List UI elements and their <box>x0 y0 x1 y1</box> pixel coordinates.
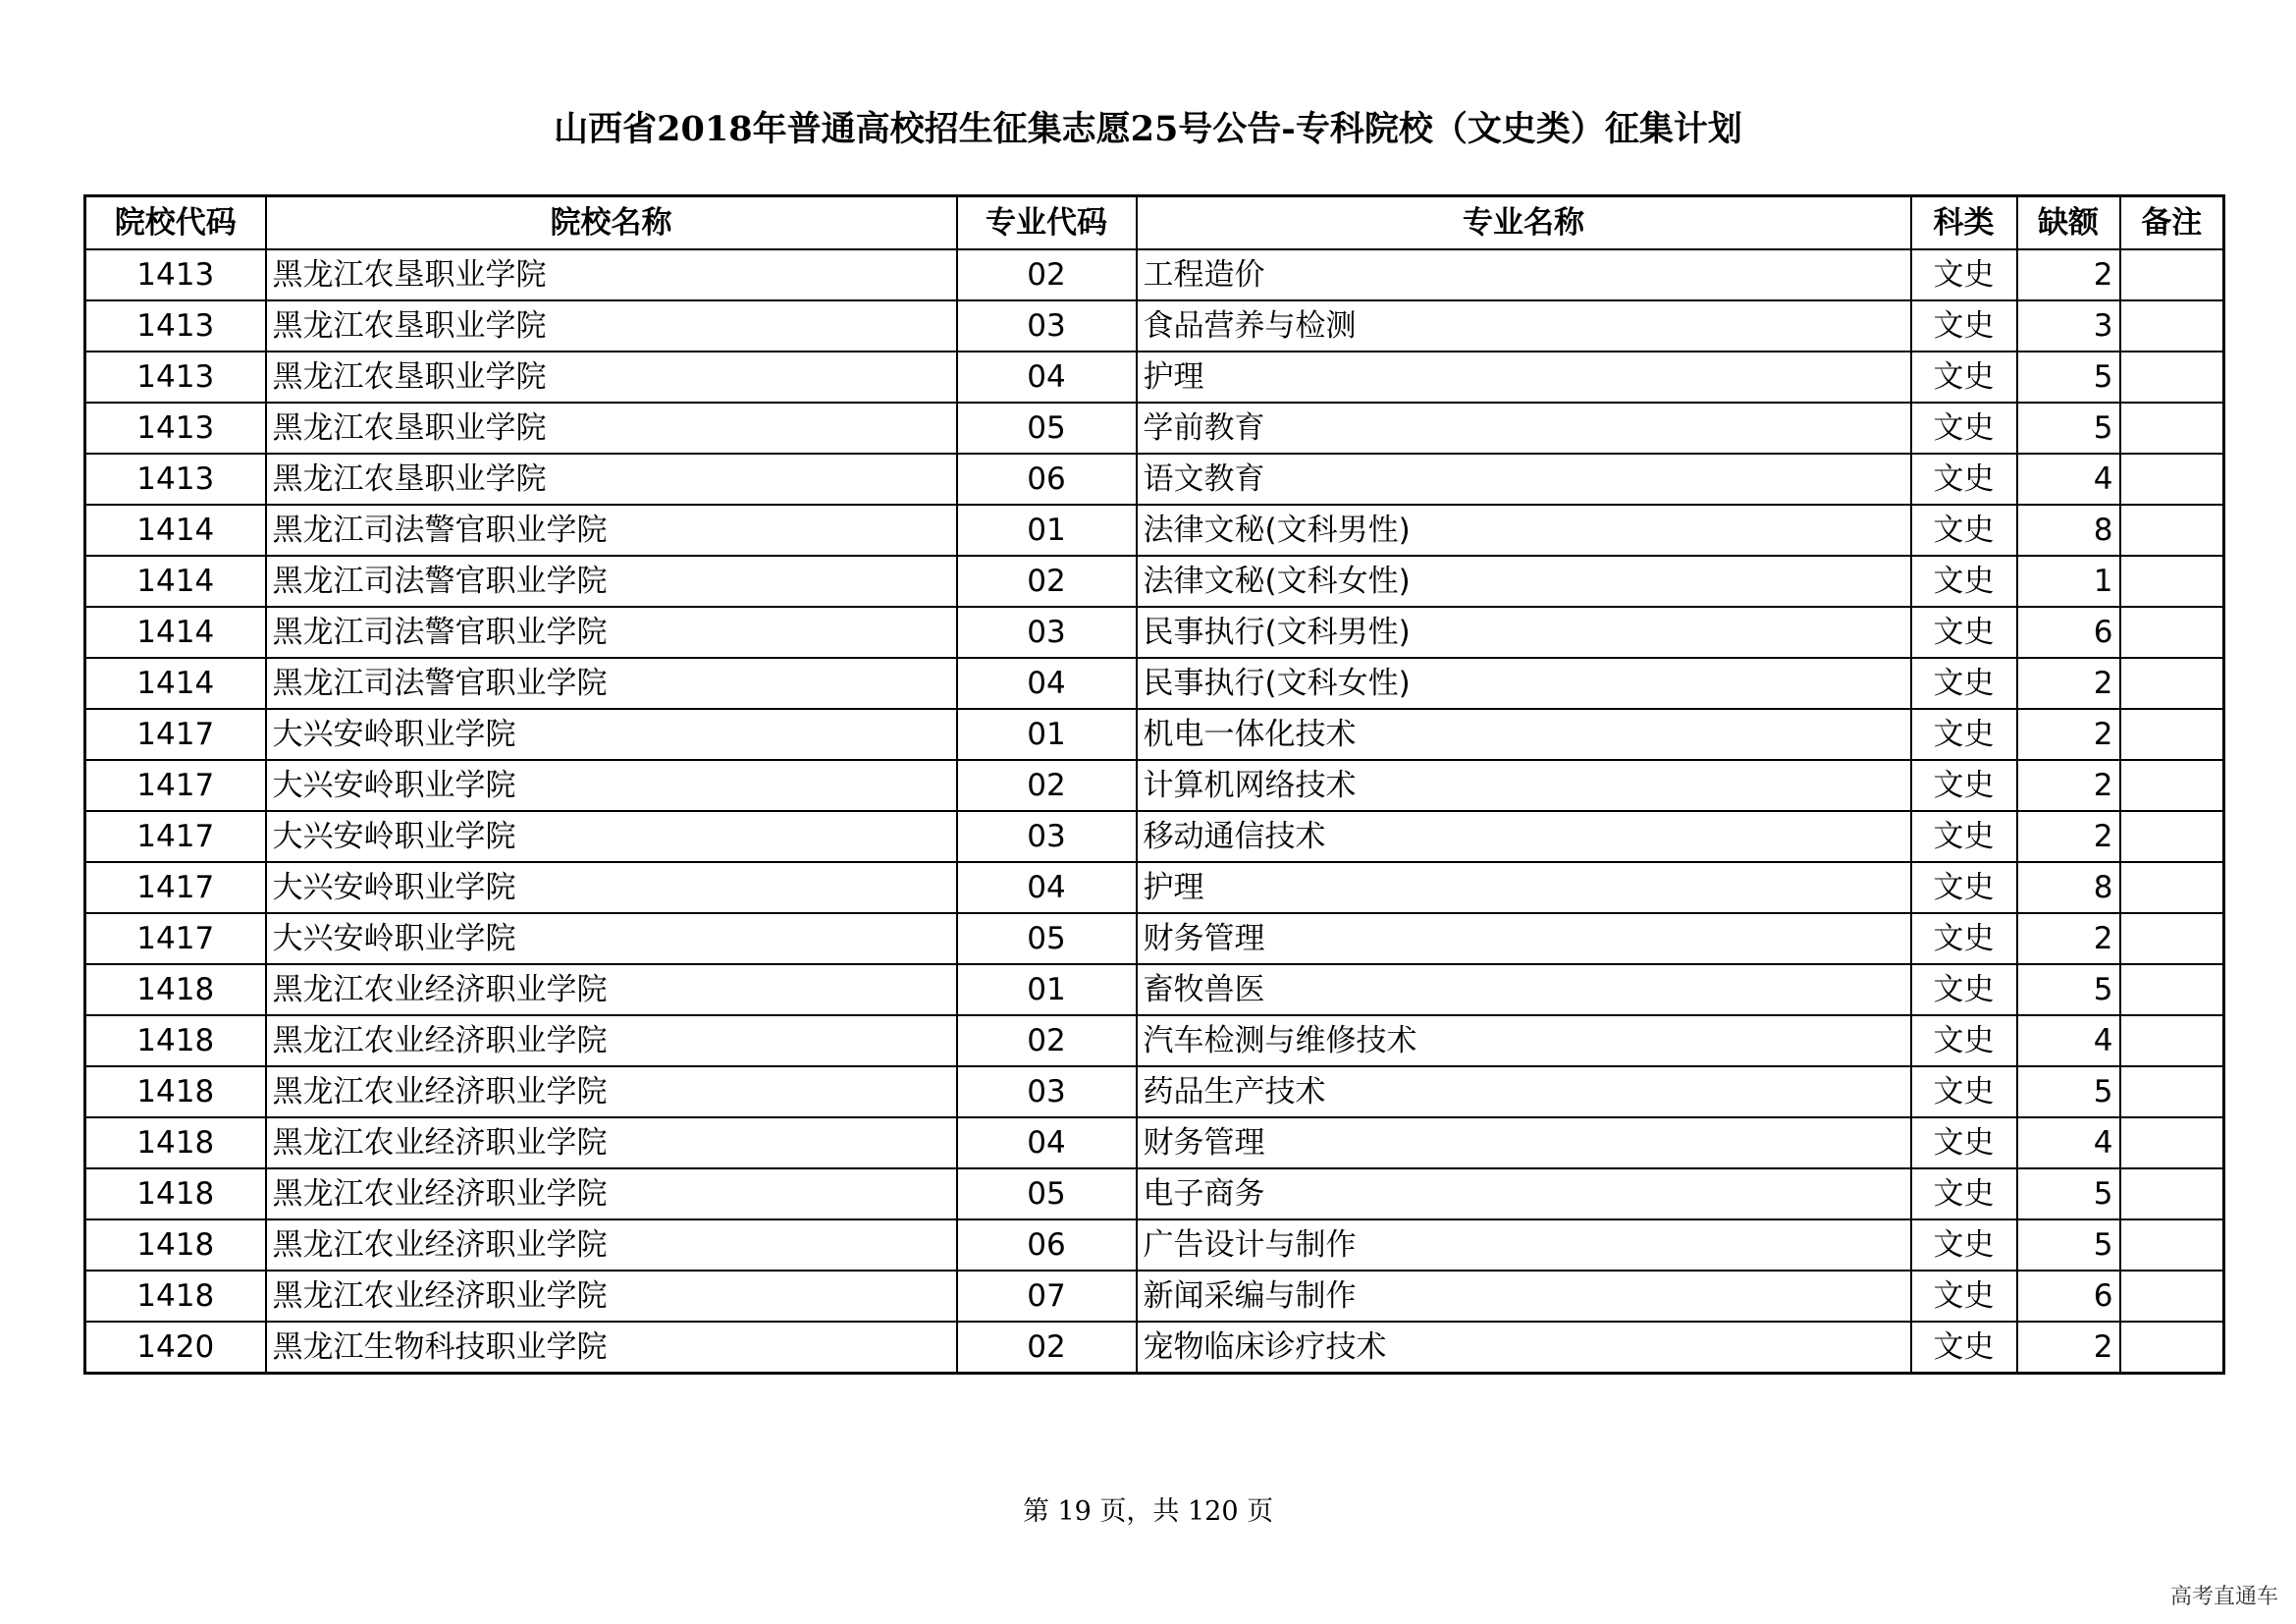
remarks-cell <box>2120 760 2224 811</box>
major-code-cell: 07 <box>957 1271 1137 1322</box>
remarks-cell <box>2120 1219 2224 1271</box>
school-code-cell: 1418 <box>85 1015 266 1066</box>
vacancy-cell: 2 <box>2017 913 2120 964</box>
table-body <box>85 249 2224 1374</box>
school-name-cell: 大兴安岭职业学院 <box>266 811 957 862</box>
school-code-cell: 1418 <box>85 1271 266 1322</box>
vacancy-cell: 8 <box>2017 505 2120 556</box>
major-name-cell: 民事执行(文科男性) <box>1137 607 1911 658</box>
school-name-cell: 黑龙江司法警官职业学院 <box>266 505 957 556</box>
vacancy-cell: 3 <box>2017 300 2120 352</box>
major-name-cell: 新闻采编与制作 <box>1137 1271 1911 1322</box>
school-code-cell: 1418 <box>85 1168 266 1219</box>
remarks-cell <box>2120 249 2224 300</box>
major-code-cell: 01 <box>957 505 1137 556</box>
category-cell: 文史 <box>1911 1322 2017 1374</box>
major-name-cell: 护理 <box>1137 352 1911 403</box>
remarks-cell <box>2120 352 2224 403</box>
school-code-cell: 1413 <box>85 300 266 352</box>
remarks-cell <box>2120 556 2224 607</box>
remarks-cell <box>2120 1322 2224 1374</box>
category-cell: 文史 <box>1911 1117 2017 1168</box>
header-school-name: 院校名称 <box>266 196 957 250</box>
vacancy-cell: 8 <box>2017 862 2120 913</box>
table-row <box>85 1168 2224 1219</box>
table-row <box>85 1066 2224 1117</box>
table-row <box>85 505 2224 556</box>
table-row <box>85 760 2224 811</box>
header-major-name: 专业名称 <box>1137 196 1911 250</box>
table-row <box>85 709 2224 760</box>
category-cell: 文史 <box>1911 964 2017 1015</box>
school-code-cell: 1418 <box>85 1219 266 1271</box>
school-code-cell: 1417 <box>85 862 266 913</box>
remarks-cell <box>2120 505 2224 556</box>
major-name-cell: 计算机网络技术 <box>1137 760 1911 811</box>
category-cell: 文史 <box>1911 658 2017 709</box>
school-code-cell: 1413 <box>85 249 266 300</box>
remarks-cell <box>2120 709 2224 760</box>
school-name-cell: 黑龙江农垦职业学院 <box>266 403 957 454</box>
remarks-cell <box>2120 454 2224 505</box>
major-code-cell: 05 <box>957 913 1137 964</box>
header-school-code: 院校代码 <box>85 196 266 250</box>
major-name-cell: 法律文秘(文科男性) <box>1137 505 1911 556</box>
major-name-cell: 机电一体化技术 <box>1137 709 1911 760</box>
watermark-text: 高考直通车 <box>2169 1585 2278 1609</box>
school-code-cell: 1414 <box>85 607 266 658</box>
vacancy-cell: 5 <box>2017 964 2120 1015</box>
table-row <box>85 1271 2224 1322</box>
table-row <box>85 964 2224 1015</box>
category-cell: 文史 <box>1911 1168 2017 1219</box>
major-name-cell: 宠物临床诊疗技术 <box>1137 1322 1911 1374</box>
category-cell: 文史 <box>1911 1066 2017 1117</box>
major-name-cell: 汽车检测与维修技术 <box>1137 1015 1911 1066</box>
major-name-cell: 电子商务 <box>1137 1168 1911 1219</box>
remarks-cell <box>2120 300 2224 352</box>
vacancy-cell: 2 <box>2017 709 2120 760</box>
category-cell: 文史 <box>1911 1015 2017 1066</box>
school-name-cell: 黑龙江司法警官职业学院 <box>266 607 957 658</box>
major-name-cell: 财务管理 <box>1137 1117 1911 1168</box>
remarks-cell <box>2120 607 2224 658</box>
major-name-cell: 移动通信技术 <box>1137 811 1911 862</box>
school-name-cell: 大兴安岭职业学院 <box>266 862 957 913</box>
category-cell: 文史 <box>1911 811 2017 862</box>
remarks-cell <box>2120 913 2224 964</box>
category-cell: 文史 <box>1911 862 2017 913</box>
table-row <box>85 556 2224 607</box>
major-code-cell: 01 <box>957 964 1137 1015</box>
school-code-cell: 1420 <box>85 1322 266 1374</box>
table-row <box>85 1219 2224 1271</box>
remarks-cell <box>2120 658 2224 709</box>
major-name-cell: 护理 <box>1137 862 1911 913</box>
school-code-cell: 1414 <box>85 658 266 709</box>
vacancy-cell: 4 <box>2017 1117 2120 1168</box>
vacancy-cell: 5 <box>2017 1168 2120 1219</box>
remarks-cell <box>2120 1015 2224 1066</box>
header-remarks: 备注 <box>2120 196 2224 250</box>
school-code-cell: 1418 <box>85 1117 266 1168</box>
vacancy-cell: 6 <box>2017 607 2120 658</box>
major-code-cell: 02 <box>957 760 1137 811</box>
school-name-cell: 黑龙江农业经济职业学院 <box>266 1271 957 1322</box>
table-row <box>85 403 2224 454</box>
category-cell: 文史 <box>1911 913 2017 964</box>
footer-page-number: 19 <box>1057 1496 1092 1527</box>
school-name-cell: 黑龙江农业经济职业学院 <box>266 1219 957 1271</box>
vacancy-cell: 2 <box>2017 658 2120 709</box>
vacancy-cell: 5 <box>2017 1219 2120 1271</box>
vacancy-cell: 2 <box>2017 811 2120 862</box>
major-code-cell: 04 <box>957 352 1137 403</box>
major-name-cell: 工程造价 <box>1137 249 1911 300</box>
category-cell: 文史 <box>1911 403 2017 454</box>
school-name-cell: 黑龙江农业经济职业学院 <box>266 1015 957 1066</box>
header-major-code: 专业代码 <box>957 196 1137 250</box>
major-name-cell: 民事执行(文科女性) <box>1137 658 1911 709</box>
table-row <box>85 1117 2224 1168</box>
school-name-cell: 黑龙江农业经济职业学院 <box>266 1168 957 1219</box>
footer-suffix: 页 <box>1247 1496 1274 1527</box>
school-name-cell: 黑龙江农垦职业学院 <box>266 249 957 300</box>
table-row <box>85 1015 2224 1066</box>
school-code-cell: 1417 <box>85 709 266 760</box>
footer-middle: 页，共 <box>1099 1496 1180 1527</box>
vacancy-cell: 5 <box>2017 1066 2120 1117</box>
remarks-cell <box>2120 811 2224 862</box>
school-code-cell: 1413 <box>85 454 266 505</box>
category-cell: 文史 <box>1911 709 2017 760</box>
major-code-cell: 03 <box>957 1066 1137 1117</box>
table-row <box>85 607 2224 658</box>
header-vacancy: 缺额 <box>2017 196 2120 250</box>
major-code-cell: 03 <box>957 607 1137 658</box>
school-code-cell: 1417 <box>85 760 266 811</box>
school-name-cell: 大兴安岭职业学院 <box>266 913 957 964</box>
remarks-cell <box>2120 1271 2224 1322</box>
vacancy-cell: 4 <box>2017 1015 2120 1066</box>
school-name-cell: 黑龙江农业经济职业学院 <box>266 1117 957 1168</box>
school-name-cell: 黑龙江农垦职业学院 <box>266 300 957 352</box>
school-code-cell: 1417 <box>85 913 266 964</box>
school-name-cell: 大兴安岭职业学院 <box>266 709 957 760</box>
table-row <box>85 300 2224 352</box>
table-row <box>85 913 2224 964</box>
major-code-cell: 02 <box>957 249 1137 300</box>
table-row <box>85 811 2224 862</box>
major-name-cell: 食品营养与检测 <box>1137 300 1911 352</box>
category-cell: 文史 <box>1911 607 2017 658</box>
major-name-cell: 语文教育 <box>1137 454 1911 505</box>
major-name-cell: 广告设计与制作 <box>1137 1219 1911 1271</box>
school-code-cell: 1418 <box>85 964 266 1015</box>
school-name-cell: 黑龙江农垦职业学院 <box>266 352 957 403</box>
major-code-cell: 03 <box>957 300 1137 352</box>
category-cell: 文史 <box>1911 505 2017 556</box>
vacancy-cell: 2 <box>2017 760 2120 811</box>
major-code-cell: 04 <box>957 862 1137 913</box>
major-code-cell: 03 <box>957 811 1137 862</box>
category-cell: 文史 <box>1911 249 2017 300</box>
page-title: 山西省2018年普通高校招生征集志愿25号公告-专科院校（文史类）征集计划 <box>554 109 1742 149</box>
enrollment-plan-table <box>83 194 2225 1375</box>
vacancy-cell: 5 <box>2017 352 2120 403</box>
remarks-cell <box>2120 1168 2224 1219</box>
school-name-cell: 黑龙江司法警官职业学院 <box>266 556 957 607</box>
school-name-cell: 黑龙江生物科技职业学院 <box>266 1322 957 1374</box>
major-name-cell: 畜牧兽医 <box>1137 964 1911 1015</box>
category-cell: 文史 <box>1911 300 2017 352</box>
major-name-cell: 药品生产技术 <box>1137 1066 1911 1117</box>
category-cell: 文史 <box>1911 1219 2017 1271</box>
major-code-cell: 02 <box>957 1015 1137 1066</box>
major-name-cell: 财务管理 <box>1137 913 1911 964</box>
remarks-cell <box>2120 403 2224 454</box>
major-code-cell: 04 <box>957 658 1137 709</box>
vacancy-cell: 4 <box>2017 454 2120 505</box>
major-code-cell: 06 <box>957 1219 1137 1271</box>
remarks-cell <box>2120 964 2224 1015</box>
school-name-cell: 黑龙江司法警官职业学院 <box>266 658 957 709</box>
category-cell: 文史 <box>1911 556 2017 607</box>
vacancy-cell: 1 <box>2017 556 2120 607</box>
header-category: 科类 <box>1911 196 2017 250</box>
category-cell: 文史 <box>1911 1271 2017 1322</box>
school-code-cell: 1414 <box>85 556 266 607</box>
footer-prefix: 第 <box>1022 1496 1049 1527</box>
school-name-cell: 黑龙江农垦职业学院 <box>266 454 957 505</box>
table-header-row <box>85 196 2224 250</box>
school-code-cell: 1413 <box>85 403 266 454</box>
footer-total-pages: 120 <box>1188 1496 1239 1527</box>
table-row <box>85 352 2224 403</box>
major-code-cell: 06 <box>957 454 1137 505</box>
major-code-cell: 02 <box>957 1322 1137 1374</box>
school-name-cell: 黑龙江农业经济职业学院 <box>266 1066 957 1117</box>
school-code-cell: 1414 <box>85 505 266 556</box>
vacancy-cell: 2 <box>2017 1322 2120 1374</box>
major-code-cell: 02 <box>957 556 1137 607</box>
category-cell: 文史 <box>1911 760 2017 811</box>
school-name-cell: 大兴安岭职业学院 <box>266 760 957 811</box>
vacancy-cell: 2 <box>2017 249 2120 300</box>
vacancy-cell: 5 <box>2017 403 2120 454</box>
remarks-cell <box>2120 862 2224 913</box>
table-row <box>85 249 2224 300</box>
major-code-cell: 04 <box>957 1117 1137 1168</box>
major-code-cell: 05 <box>957 1168 1137 1219</box>
school-code-cell: 1417 <box>85 811 266 862</box>
major-name-cell: 法律文秘(文科女性) <box>1137 556 1911 607</box>
school-code-cell: 1418 <box>85 1066 266 1117</box>
table-row <box>85 1322 2224 1374</box>
page-footer <box>0 1492 2296 1532</box>
remarks-cell <box>2120 1066 2224 1117</box>
school-code-cell: 1413 <box>85 352 266 403</box>
major-code-cell: 05 <box>957 403 1137 454</box>
remarks-cell <box>2120 1117 2224 1168</box>
table-row <box>85 454 2224 505</box>
major-code-cell: 01 <box>957 709 1137 760</box>
table-row <box>85 862 2224 913</box>
table-row <box>85 658 2224 709</box>
school-name-cell: 黑龙江农业经济职业学院 <box>266 964 957 1015</box>
major-name-cell: 学前教育 <box>1137 403 1911 454</box>
category-cell: 文史 <box>1911 352 2017 403</box>
category-cell: 文史 <box>1911 454 2017 505</box>
vacancy-cell: 6 <box>2017 1271 2120 1322</box>
